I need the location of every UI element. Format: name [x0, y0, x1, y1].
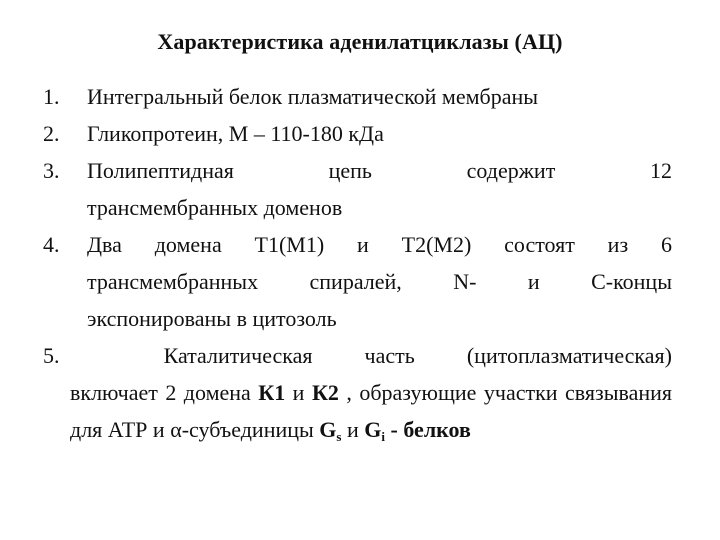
list-item-2	[0, 115, 720, 152]
item-line: трансмембранных доменов	[87, 195, 343, 220]
list-item-4	[0, 226, 720, 337]
list-item-3	[0, 152, 720, 226]
item-number: 3.	[43, 158, 60, 183]
item-number: 1.	[43, 84, 60, 109]
protein-gi: $G_i$	[364, 417, 386, 444]
item-text-d: и	[341, 417, 365, 442]
protein-gs: $G_s$	[319, 417, 342, 444]
item-text-b: и	[285, 380, 312, 405]
item-text-e: - белков	[385, 417, 471, 442]
slide-title: Характеристика аденилатциклазы (АЦ)	[157, 29, 563, 54]
item-text-a: включает 2 домена	[70, 380, 259, 405]
item-line: экспонированы в цитозоль	[87, 306, 337, 331]
domain-k2: К2	[311, 380, 339, 405]
item-first-line	[43, 337, 672, 374]
list-item-5	[0, 337, 720, 455]
domain-k1: К1	[258, 380, 286, 405]
item-line: Два домена Т1(М1) и Т2(М2) состоят из 6	[87, 232, 672, 257]
item-number: 2.	[43, 121, 60, 146]
item-number: 5.	[43, 343, 60, 368]
item-line: трансмембранных спиралей, N- и С-концы	[87, 269, 672, 294]
item-text: Гликопротеин, М – 110-180 кДа	[87, 121, 384, 146]
characteristics-list	[0, 78, 720, 455]
item-number: 4.	[43, 232, 60, 257]
item-line: Каталитическая часть (цитоплазматическая)	[163, 343, 672, 368]
item-text: Интегральный белок плазматической мембраны	[87, 84, 539, 109]
list-item-1	[0, 78, 720, 115]
item-line: Полипептидная цепь содержит 12	[87, 158, 672, 183]
item-text-c: , образующие участки связывания для АТР и α-субъединицы	[70, 380, 673, 442]
